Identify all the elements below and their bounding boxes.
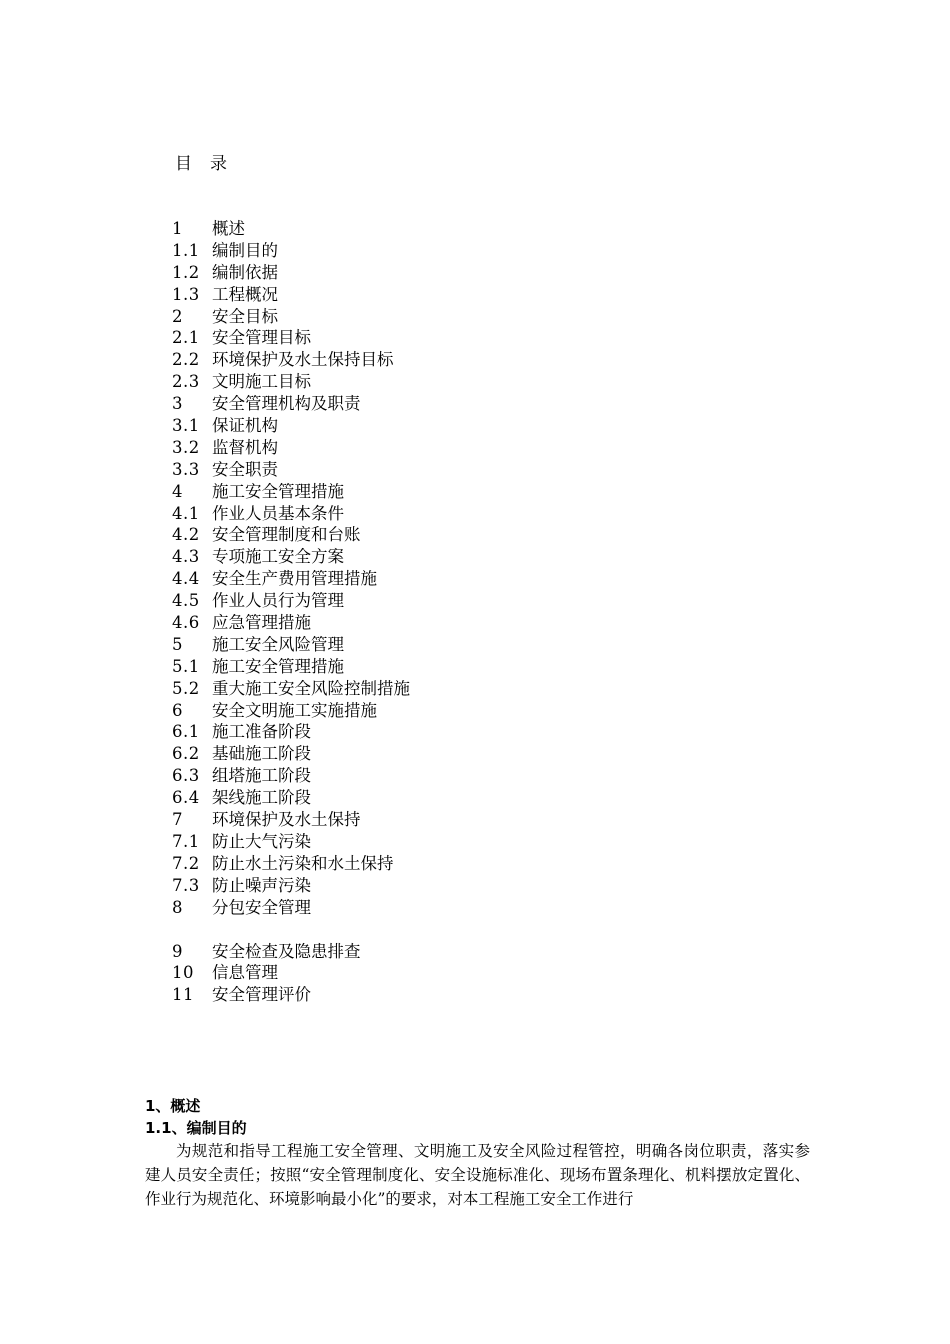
toc-entry <box>172 743 672 765</box>
toc-entry-title: 安全管理评价 <box>212 985 311 1005</box>
toc-entry-title: 防止噪声污染 <box>212 875 311 895</box>
toc-entry-number: 4.2 <box>172 525 200 545</box>
toc-entry <box>172 306 672 328</box>
toc-entry-number: 7.1 <box>172 831 200 851</box>
toc-entry-title: 安全管理目标 <box>212 328 311 348</box>
toc-entry <box>172 678 672 700</box>
toc-entry-number: 1.2 <box>172 262 200 282</box>
toc-entry-number: 3.2 <box>172 437 200 457</box>
toc-entry-number: 7 <box>172 810 183 830</box>
toc-entry-title: 安全管理机构及职责 <box>212 394 361 414</box>
toc-entry <box>172 875 672 897</box>
toc-entry-title: 基础施工阶段 <box>212 744 311 764</box>
toc-entry <box>172 524 672 546</box>
toc-entry-number: 4.5 <box>172 591 200 611</box>
toc-entry <box>172 327 672 349</box>
toc-entry <box>172 765 672 787</box>
body-paragraph: 为规范和指导工程施工安全管理、文明施工及安全风险过程管控，明确各岗位职责，落实参建人员安全责任；按照“安全管理制度化、安全设施标准化、现场布置条理化、机料摆放定置化、作业行为规范化、环境影响最小化”的要求，对本工程施工安全工作进行 <box>145 1142 810 1208</box>
toc-entry <box>172 721 672 743</box>
toc-entry <box>172 853 672 875</box>
toc-entry <box>172 962 672 984</box>
toc-title-part1: 目 <box>175 154 192 174</box>
toc-entry <box>172 984 672 1006</box>
toc-entry-number: 11 <box>172 985 194 1005</box>
toc-entry-title: 组塔施工阶段 <box>212 766 311 786</box>
toc-entry-title: 防止大气污染 <box>212 831 311 851</box>
toc-entry-number: 4.6 <box>172 613 200 633</box>
toc-entry-number: 3.3 <box>172 459 200 479</box>
toc-entry <box>172 634 672 656</box>
toc-entry-number: 5.1 <box>172 656 200 676</box>
toc-entry-title: 信息管理 <box>212 963 278 983</box>
toc-entry-number: 2.2 <box>172 350 200 370</box>
toc-entry-number: 7.2 <box>172 853 200 873</box>
toc-title-part2: 录 <box>210 154 227 174</box>
document-body <box>145 1095 810 1211</box>
toc-entry-title: 文明施工目标 <box>212 372 311 392</box>
toc-entry-number: 8 <box>172 897 183 917</box>
toc-entry <box>172 590 672 612</box>
toc-entry <box>172 371 672 393</box>
toc-entry-number: 6.4 <box>172 788 200 808</box>
toc-entry-title: 环境保护及水土保持目标 <box>212 350 394 370</box>
toc-entry-number: 2.3 <box>172 372 200 392</box>
toc-entry-title: 编制依据 <box>212 262 278 282</box>
toc-entry-title: 安全生产费用管理措施 <box>212 569 377 589</box>
toc-entry-number: 4 <box>172 481 183 501</box>
toc-entry <box>172 284 672 306</box>
toc-entry <box>172 240 672 262</box>
toc-entry <box>172 415 672 437</box>
toc-entry <box>172 218 672 240</box>
toc-entry-number: 4.1 <box>172 503 200 523</box>
toc-entry-number: 1 <box>172 219 183 238</box>
toc-entry-number: 5.2 <box>172 678 200 698</box>
toc-entry-number: 7.3 <box>172 875 200 895</box>
toc-entry-number: 9 <box>172 941 183 961</box>
toc-entry-number: 6.1 <box>172 722 200 742</box>
toc-entry-number: 3.1 <box>172 416 200 436</box>
toc-entry <box>172 393 672 415</box>
toc-entry <box>172 612 672 634</box>
section-heading: 1、概述 <box>145 1097 201 1115</box>
toc-entry-title: 作业人员基本条件 <box>212 503 344 523</box>
toc-entry <box>172 568 672 590</box>
table-of-contents <box>172 218 672 1006</box>
toc-entry-title: 施工安全风险管理 <box>212 634 344 654</box>
toc-entry-number: 6 <box>172 700 183 720</box>
toc-entry <box>172 503 672 525</box>
toc-entry <box>172 831 672 853</box>
toc-entry-title: 应急管理措施 <box>212 613 311 633</box>
toc-entry-title: 编制目的 <box>212 240 278 260</box>
toc-entry-number: 10 <box>172 963 194 983</box>
toc-entry-title: 概述 <box>212 219 245 238</box>
toc-entry-title: 安全管理制度和台账 <box>212 525 361 545</box>
toc-entry <box>172 656 672 678</box>
toc-entry-title: 安全目标 <box>212 306 278 326</box>
toc-entry-number: 1.3 <box>172 284 200 304</box>
toc-entry-title: 专项施工安全方案 <box>212 547 344 567</box>
toc-entry-title: 重大施工安全风险控制措施 <box>212 678 410 698</box>
toc-entry-title: 安全职责 <box>212 459 278 479</box>
toc-entry-number: 4.3 <box>172 547 200 567</box>
toc-entry <box>172 349 672 371</box>
toc-entry-title: 施工准备阶段 <box>212 722 311 742</box>
toc-entry-number: 4.4 <box>172 569 200 589</box>
toc-entry-title: 分包安全管理 <box>212 897 311 917</box>
toc-title <box>175 152 227 176</box>
toc-entry <box>172 481 672 503</box>
toc-entry <box>172 897 672 919</box>
toc-entry-number: 3 <box>172 394 183 414</box>
toc-entry-title: 保证机构 <box>212 416 278 436</box>
toc-entry-number: 6.2 <box>172 744 200 764</box>
toc-entry-title: 监督机构 <box>212 437 278 457</box>
toc-entry <box>172 941 672 963</box>
toc-entry-title: 防止水土污染和水土保持 <box>212 853 394 873</box>
toc-entry <box>172 700 672 722</box>
toc-entry-title: 施工安全管理措施 <box>212 656 344 676</box>
toc-entry-title: 环境保护及水土保持 <box>212 810 361 830</box>
subsection-heading: 1.1、编制目的 <box>145 1119 247 1137</box>
toc-entry-title: 架线施工阶段 <box>212 788 311 808</box>
toc-entry <box>172 546 672 568</box>
toc-entry-title: 工程概况 <box>212 284 278 304</box>
toc-entry <box>172 787 672 809</box>
toc-entry-number: 2 <box>172 306 183 326</box>
toc-entry-number: 5 <box>172 634 183 654</box>
toc-entry-title: 作业人员行为管理 <box>212 591 344 611</box>
toc-entry-title: 施工安全管理措施 <box>212 481 344 501</box>
toc-entry <box>172 459 672 481</box>
toc-entry-number: 6.3 <box>172 766 200 786</box>
toc-entry <box>172 437 672 459</box>
toc-entry-title: 安全文明施工实施措施 <box>212 700 377 720</box>
toc-entry-number: 2.1 <box>172 328 200 348</box>
toc-entry <box>172 809 672 831</box>
toc-entry-title: 安全检查及隐患排查 <box>212 941 361 961</box>
toc-entry <box>172 262 672 284</box>
toc-entry-number: 1.1 <box>172 240 200 260</box>
